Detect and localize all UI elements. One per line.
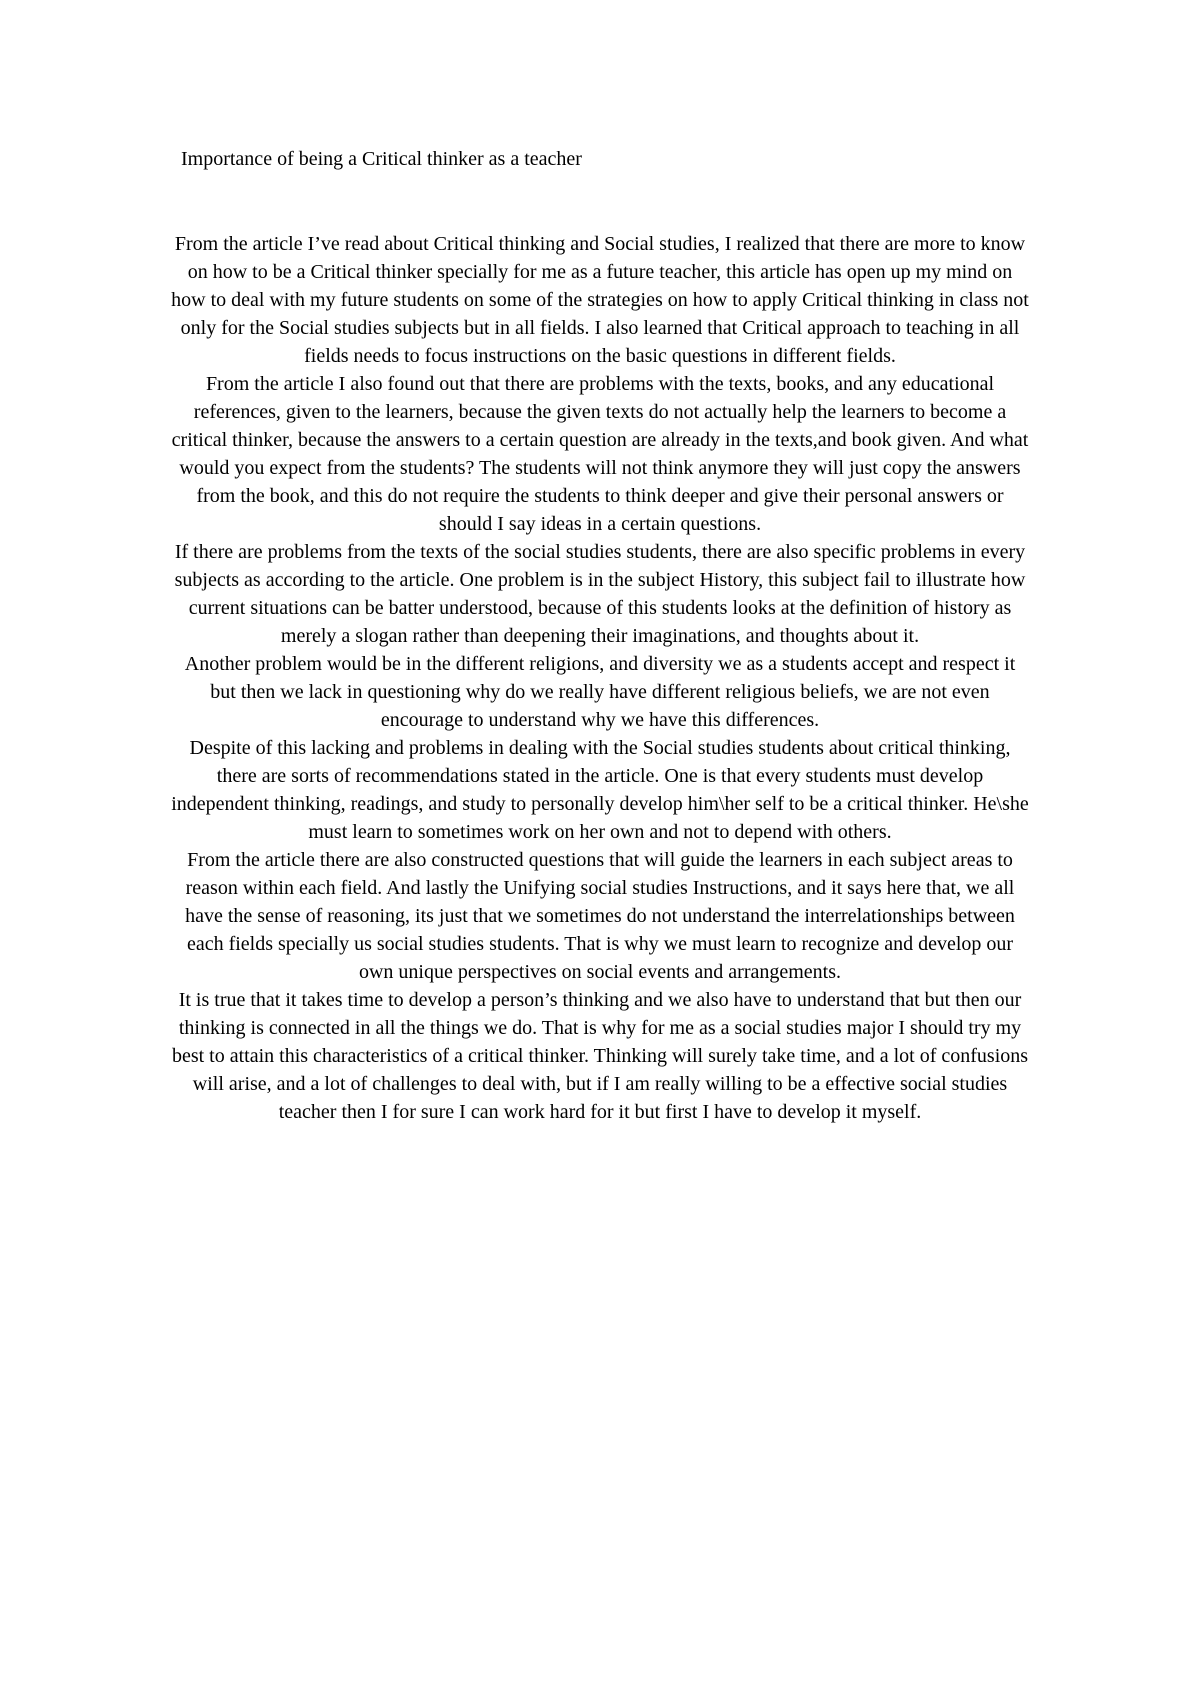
paragraph: Despite of this lacking and problems in dealing with the Social studies students about critical thinking, there are sorts of recommendations stated in the article. One is that every students must develop independent thinking, readings, and study to personally develop him\her self to be a critical thinker. He\she must learn to sometimes work on her own and not to depend with others. — [171, 737, 1029, 843]
document-title: Importance of being a Critical thinker as a teacher — [181, 148, 582, 170]
paragraph: From the article I also found out that there are problems with the texts, books, and any educational references, given to the learners, because the given texts do not actually help the learners to become a critical thinker, because the answers to a certain question are already in the texts,and book given. And what would you expect from the students? The students will not think anymore they will just copy the answers from the book, and this do not require the students to think deeper and give their personal answers or should I say ideas in a certain questions. — [171, 373, 1029, 535]
paragraph: From the article I’ve read about Critical thinking and Social studies, I realized that there are more to know on how to be a Critical thinker specially for me as a future teacher, this article has open up my mind on how to deal with my future students on some of the strategies on how to apply Critical thinking in class not only for the Social studies subjects but in all fields. I also learned that Critical approach to teaching in all fields needs to focus instructions on the basic questions in different fields. — [171, 233, 1029, 367]
document-body — [170, 230, 1030, 1126]
paragraph: Another problem would be in the different religions, and diversity we as a students accept and respect it but then we lack in questioning why do we really have different religious beliefs, we are not even encourage to understand why we have this differences. — [184, 653, 1016, 731]
paragraph: If there are problems from the texts of the social studies students, there are also specific problems in every subjects as according to the article. One problem is in the subject History, this subject fail to illustrate how current situations can be batter understood, because of this students looks at the definition of history as merely a slogan rather than deepening their imaginations, and thoughts about it. — [174, 541, 1026, 647]
paragraph: It is true that it takes time to develop a person’s thinking and we also have to understand that but then our thinking is connected in all the things we do. That is why for me as a social studies major I should try my best to attain this characteristics of a critical thinker. Thinking will surely take time, and a lot of confusions will arise, and a lot of challenges to deal with, but if I am really willing to be a effective social studies teacher then I for sure I can work hard for it but first I have to develop it myself. — [171, 989, 1029, 1123]
paragraph: From the article there are also constructed questions that will guide the learners in each subject areas to reason within each field. And lastly the Unifying social studies Instructions, and it says here that, we all have the sense of reasoning, its just that we sometimes do not understand the interrelationships between each fields specially us social studies students. That is why we must learn to recognize and develop our own unique perspectives on social events and arrangements. — [185, 849, 1015, 983]
